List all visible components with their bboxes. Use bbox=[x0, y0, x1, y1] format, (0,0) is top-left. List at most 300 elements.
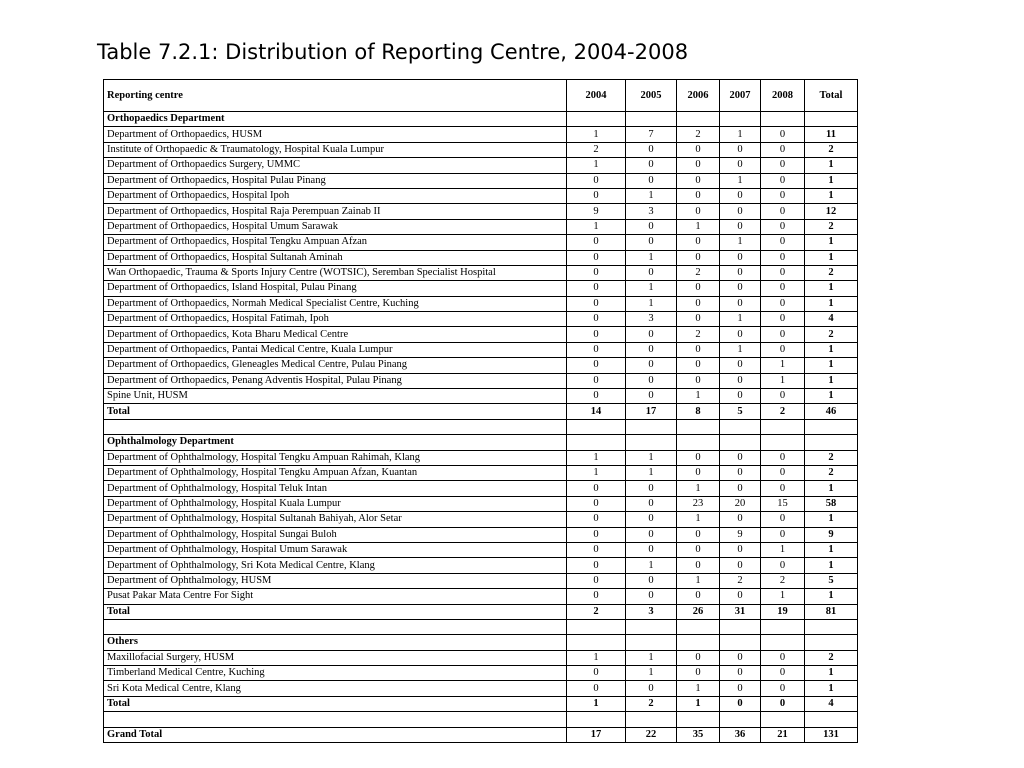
table-row bbox=[104, 450, 858, 465]
reporting-centre-name: Department of Orthopaedics, Penang Adventis Hospital, Pulau Pinang bbox=[104, 373, 567, 388]
total-label: Grand Total bbox=[104, 727, 567, 742]
value-2006: 0 bbox=[677, 358, 720, 373]
section-label: Others bbox=[104, 635, 567, 650]
value-2005: 3 bbox=[626, 312, 677, 327]
value-2007: 36 bbox=[720, 727, 761, 742]
value-2008: 0 bbox=[761, 250, 805, 265]
value-2007: 1 bbox=[720, 235, 761, 250]
value-2005: 0 bbox=[626, 542, 677, 557]
value-2007: 0 bbox=[720, 358, 761, 373]
value-2008: 0 bbox=[761, 158, 805, 173]
value-2004: 0 bbox=[567, 527, 626, 542]
section-header-row bbox=[104, 635, 858, 650]
table-row bbox=[104, 527, 858, 542]
value-2006: 1 bbox=[677, 681, 720, 696]
value-total: 1 bbox=[805, 389, 858, 404]
reporting-centre-name: Pusat Pakar Mata Centre For Sight bbox=[104, 589, 567, 604]
empty-cell bbox=[104, 619, 567, 634]
value-2005: 1 bbox=[626, 558, 677, 573]
reporting-centre-name: Department of Orthopaedics, HUSM bbox=[104, 127, 567, 142]
value-2005: 17 bbox=[626, 404, 677, 419]
value-2007: 1 bbox=[720, 127, 761, 142]
value-2008: 0 bbox=[761, 450, 805, 465]
value-2008: 0 bbox=[761, 666, 805, 681]
value-2006: 0 bbox=[677, 158, 720, 173]
value-2007: 0 bbox=[720, 142, 761, 157]
value-total: 2 bbox=[805, 450, 858, 465]
value-total: 1 bbox=[805, 158, 858, 173]
value-2005: 1 bbox=[626, 450, 677, 465]
reporting-centre-name: Maxillofacial Surgery, HUSM bbox=[104, 650, 567, 665]
reporting-centre-name: Department of Orthopaedics, Hospital Fatimah, Ipoh bbox=[104, 312, 567, 327]
value-2006: 2 bbox=[677, 265, 720, 280]
value-2007: 2 bbox=[720, 573, 761, 588]
value-2004: 0 bbox=[567, 558, 626, 573]
empty-cell bbox=[805, 112, 858, 127]
section-header-row bbox=[104, 435, 858, 450]
value-2005: 0 bbox=[626, 342, 677, 357]
value-2006: 1 bbox=[677, 512, 720, 527]
value-2006: 0 bbox=[677, 250, 720, 265]
empty-cell bbox=[720, 619, 761, 634]
value-2007: 0 bbox=[720, 465, 761, 480]
table-row bbox=[104, 173, 858, 188]
reporting-centre-name: Department of Ophthalmology, Hospital Tengku Ampuan Afzan, Kuantan bbox=[104, 465, 567, 480]
value-2008: 0 bbox=[761, 219, 805, 234]
table-row bbox=[104, 312, 858, 327]
reporting-centre-name: Department of Orthopaedics, Kota Bharu Medical Centre bbox=[104, 327, 567, 342]
empty-cell bbox=[626, 619, 677, 634]
table-row bbox=[104, 296, 858, 311]
spacer-row bbox=[104, 619, 858, 634]
value-2007: 1 bbox=[720, 312, 761, 327]
value-2005: 0 bbox=[626, 512, 677, 527]
section-header-row bbox=[104, 112, 858, 127]
value-2006: 0 bbox=[677, 450, 720, 465]
value-2005: 0 bbox=[626, 358, 677, 373]
empty-cell bbox=[720, 635, 761, 650]
value-2007: 31 bbox=[720, 604, 761, 619]
table-row bbox=[104, 681, 858, 696]
value-2004: 2 bbox=[567, 604, 626, 619]
table-row bbox=[104, 358, 858, 373]
value-total: 12 bbox=[805, 204, 858, 219]
value-2006: 1 bbox=[677, 389, 720, 404]
value-2007: 0 bbox=[720, 373, 761, 388]
value-2005: 0 bbox=[626, 527, 677, 542]
value-2005: 3 bbox=[626, 604, 677, 619]
value-total: 1 bbox=[805, 342, 858, 357]
value-2006: 1 bbox=[677, 696, 720, 711]
table-row bbox=[104, 542, 858, 557]
table-body bbox=[104, 80, 858, 743]
table-row bbox=[104, 188, 858, 203]
value-2004: 0 bbox=[567, 481, 626, 496]
empty-cell bbox=[805, 635, 858, 650]
value-2008: 0 bbox=[761, 465, 805, 480]
value-total: 4 bbox=[805, 312, 858, 327]
value-2007: 0 bbox=[720, 481, 761, 496]
value-2004: 0 bbox=[567, 389, 626, 404]
value-2007: 0 bbox=[720, 450, 761, 465]
value-2008: 1 bbox=[761, 373, 805, 388]
value-2005: 0 bbox=[626, 327, 677, 342]
value-2007: 0 bbox=[720, 204, 761, 219]
table-row bbox=[104, 496, 858, 511]
value-total: 1 bbox=[805, 481, 858, 496]
empty-cell bbox=[677, 435, 720, 450]
table-row bbox=[104, 666, 858, 681]
reporting-centre-name: Department of Ophthalmology, Hospital Kuala Lumpur bbox=[104, 496, 567, 511]
value-2007: 0 bbox=[720, 389, 761, 404]
value-2005: 0 bbox=[626, 235, 677, 250]
value-total: 1 bbox=[805, 666, 858, 681]
empty-cell bbox=[761, 635, 805, 650]
value-2006: 8 bbox=[677, 404, 720, 419]
empty-cell bbox=[677, 712, 720, 727]
value-2007: 0 bbox=[720, 558, 761, 573]
value-2008: 0 bbox=[761, 173, 805, 188]
empty-cell bbox=[567, 619, 626, 634]
value-2007: 0 bbox=[720, 589, 761, 604]
value-2005: 0 bbox=[626, 589, 677, 604]
section-label: Ophthalmology Department bbox=[104, 435, 567, 450]
table-row bbox=[104, 250, 858, 265]
value-2006: 0 bbox=[677, 589, 720, 604]
value-total: 1 bbox=[805, 281, 858, 296]
table-row bbox=[104, 281, 858, 296]
value-2004: 0 bbox=[567, 358, 626, 373]
table-row bbox=[104, 127, 858, 142]
table-row bbox=[104, 465, 858, 480]
value-2005: 1 bbox=[626, 296, 677, 311]
value-2004: 0 bbox=[567, 542, 626, 557]
reporting-centre-name: Wan Orthopaedic, Trauma & Sports Injury Centre (WOTSIC), Seremban Specialist Hospital bbox=[104, 265, 567, 280]
total-label: Total bbox=[104, 404, 567, 419]
value-2006: 1 bbox=[677, 219, 720, 234]
empty-cell bbox=[805, 419, 858, 434]
value-2005: 0 bbox=[626, 173, 677, 188]
value-2004: 17 bbox=[567, 727, 626, 742]
value-2008: 19 bbox=[761, 604, 805, 619]
table-row bbox=[104, 512, 858, 527]
value-2005: 1 bbox=[626, 188, 677, 203]
value-2006: 2 bbox=[677, 327, 720, 342]
value-total: 2 bbox=[805, 465, 858, 480]
table-row bbox=[104, 373, 858, 388]
value-2007: 0 bbox=[720, 250, 761, 265]
empty-cell bbox=[626, 712, 677, 727]
value-total: 5 bbox=[805, 573, 858, 588]
reporting-centre-name: Department of Orthopaedics, Hospital Tengku Ampuan Afzan bbox=[104, 235, 567, 250]
table-row bbox=[104, 650, 858, 665]
value-total: 9 bbox=[805, 527, 858, 542]
value-2004: 0 bbox=[567, 312, 626, 327]
value-total: 131 bbox=[805, 727, 858, 742]
empty-cell bbox=[677, 619, 720, 634]
value-2004: 14 bbox=[567, 404, 626, 419]
empty-cell bbox=[761, 112, 805, 127]
value-2004: 1 bbox=[567, 158, 626, 173]
value-2004: 0 bbox=[567, 666, 626, 681]
value-2005: 0 bbox=[626, 142, 677, 157]
reporting-centre-name: Department of Orthopaedics, Island Hospital, Pulau Pinang bbox=[104, 281, 567, 296]
value-2008: 0 bbox=[761, 558, 805, 573]
value-2006: 35 bbox=[677, 727, 720, 742]
value-total: 1 bbox=[805, 188, 858, 203]
value-2004: 0 bbox=[567, 512, 626, 527]
table-row bbox=[104, 219, 858, 234]
value-2008: 0 bbox=[761, 342, 805, 357]
value-total: 2 bbox=[805, 650, 858, 665]
reporting-centre-name: Timberland Medical Centre, Kuching bbox=[104, 666, 567, 681]
value-2007: 9 bbox=[720, 527, 761, 542]
empty-cell bbox=[720, 419, 761, 434]
reporting-centre-name: Department of Ophthalmology, Hospital Sungai Buloh bbox=[104, 527, 567, 542]
value-2007: 0 bbox=[720, 158, 761, 173]
value-2006: 0 bbox=[677, 666, 720, 681]
value-2006: 0 bbox=[677, 204, 720, 219]
value-2007: 0 bbox=[720, 219, 761, 234]
value-2006: 1 bbox=[677, 481, 720, 496]
value-2008: 0 bbox=[761, 281, 805, 296]
value-2006: 0 bbox=[677, 342, 720, 357]
value-total: 2 bbox=[805, 142, 858, 157]
value-2006: 0 bbox=[677, 235, 720, 250]
value-2008: 0 bbox=[761, 235, 805, 250]
empty-cell bbox=[720, 112, 761, 127]
value-2005: 0 bbox=[626, 681, 677, 696]
value-2006: 0 bbox=[677, 650, 720, 665]
value-2004: 0 bbox=[567, 173, 626, 188]
value-2008: 21 bbox=[761, 727, 805, 742]
spacer-row bbox=[104, 712, 858, 727]
value-2004: 1 bbox=[567, 450, 626, 465]
value-total: 1 bbox=[805, 558, 858, 573]
value-2005: 7 bbox=[626, 127, 677, 142]
value-total: 81 bbox=[805, 604, 858, 619]
table-row bbox=[104, 235, 858, 250]
value-2008: 0 bbox=[761, 527, 805, 542]
value-2008: 0 bbox=[761, 512, 805, 527]
value-2008: 0 bbox=[761, 650, 805, 665]
value-2006: 0 bbox=[677, 373, 720, 388]
reporting-centre-name: Department of Orthopaedics, Hospital Pulau Pinang bbox=[104, 173, 567, 188]
empty-cell bbox=[761, 712, 805, 727]
value-2006: 0 bbox=[677, 527, 720, 542]
value-2005: 3 bbox=[626, 204, 677, 219]
value-total: 2 bbox=[805, 265, 858, 280]
value-total: 2 bbox=[805, 219, 858, 234]
value-2005: 0 bbox=[626, 158, 677, 173]
value-2004: 1 bbox=[567, 696, 626, 711]
empty-cell bbox=[104, 712, 567, 727]
empty-cell bbox=[677, 419, 720, 434]
value-2008: 1 bbox=[761, 542, 805, 557]
empty-cell bbox=[677, 112, 720, 127]
empty-cell bbox=[567, 635, 626, 650]
value-2004: 0 bbox=[567, 327, 626, 342]
column-header-2006: 2006 bbox=[677, 80, 720, 112]
value-2008: 0 bbox=[761, 389, 805, 404]
value-2008: 0 bbox=[761, 204, 805, 219]
reporting-centre-name: Spine Unit, HUSM bbox=[104, 389, 567, 404]
empty-cell bbox=[720, 712, 761, 727]
value-2005: 1 bbox=[626, 666, 677, 681]
empty-cell bbox=[761, 435, 805, 450]
empty-cell bbox=[761, 419, 805, 434]
value-2004: 0 bbox=[567, 573, 626, 588]
value-2006: 0 bbox=[677, 558, 720, 573]
value-2006: 0 bbox=[677, 296, 720, 311]
total-row bbox=[104, 727, 858, 742]
value-2004: 0 bbox=[567, 235, 626, 250]
value-2004: 0 bbox=[567, 265, 626, 280]
value-2007: 0 bbox=[720, 666, 761, 681]
value-total: 1 bbox=[805, 681, 858, 696]
value-2007: 0 bbox=[720, 542, 761, 557]
table-row bbox=[104, 158, 858, 173]
value-total: 4 bbox=[805, 696, 858, 711]
reporting-centre-name: Department of Ophthalmology, Hospital Teluk Intan bbox=[104, 481, 567, 496]
value-2005: 1 bbox=[626, 465, 677, 480]
value-2007: 1 bbox=[720, 173, 761, 188]
table-row bbox=[104, 342, 858, 357]
value-total: 1 bbox=[805, 358, 858, 373]
value-2008: 1 bbox=[761, 589, 805, 604]
value-2008: 0 bbox=[761, 696, 805, 711]
value-total: 1 bbox=[805, 373, 858, 388]
empty-cell bbox=[626, 635, 677, 650]
value-2006: 1 bbox=[677, 573, 720, 588]
empty-cell bbox=[567, 712, 626, 727]
value-2004: 0 bbox=[567, 188, 626, 203]
value-2004: 9 bbox=[567, 204, 626, 219]
value-2004: 1 bbox=[567, 650, 626, 665]
reporting-centre-name: Department of Orthopaedics Surgery, UMMC bbox=[104, 158, 567, 173]
table-row bbox=[104, 204, 858, 219]
empty-cell bbox=[567, 112, 626, 127]
value-2004: 2 bbox=[567, 142, 626, 157]
table-row bbox=[104, 265, 858, 280]
value-2006: 0 bbox=[677, 542, 720, 557]
reporting-centre-name: Department of Ophthalmology, Hospital Umum Sarawak bbox=[104, 542, 567, 557]
value-total: 1 bbox=[805, 250, 858, 265]
value-total: 2 bbox=[805, 327, 858, 342]
value-2008: 0 bbox=[761, 142, 805, 157]
total-row bbox=[104, 604, 858, 619]
value-2004: 0 bbox=[567, 250, 626, 265]
value-2008: 0 bbox=[761, 188, 805, 203]
value-2005: 2 bbox=[626, 696, 677, 711]
value-2007: 0 bbox=[720, 512, 761, 527]
table-row bbox=[104, 573, 858, 588]
table-row bbox=[104, 481, 858, 496]
empty-cell bbox=[626, 435, 677, 450]
value-2007: 0 bbox=[720, 265, 761, 280]
value-2004: 1 bbox=[567, 127, 626, 142]
value-2005: 1 bbox=[626, 250, 677, 265]
value-2007: 0 bbox=[720, 696, 761, 711]
value-total: 1 bbox=[805, 296, 858, 311]
spacer-row bbox=[104, 419, 858, 434]
value-2005: 0 bbox=[626, 265, 677, 280]
empty-cell bbox=[567, 419, 626, 434]
value-2008: 0 bbox=[761, 681, 805, 696]
value-2006: 0 bbox=[677, 173, 720, 188]
value-2008: 1 bbox=[761, 358, 805, 373]
value-2007: 0 bbox=[720, 188, 761, 203]
value-2004: 0 bbox=[567, 589, 626, 604]
value-total: 58 bbox=[805, 496, 858, 511]
value-2004: 0 bbox=[567, 496, 626, 511]
value-2004: 1 bbox=[567, 465, 626, 480]
reporting-centre-table bbox=[103, 79, 858, 743]
value-2005: 0 bbox=[626, 481, 677, 496]
total-label: Total bbox=[104, 696, 567, 711]
value-2005: 0 bbox=[626, 389, 677, 404]
empty-cell bbox=[626, 112, 677, 127]
value-2006: 0 bbox=[677, 188, 720, 203]
reporting-centre-name: Department of Orthopaedics, Hospital Sultanah Aminah bbox=[104, 250, 567, 265]
value-2008: 0 bbox=[761, 127, 805, 142]
column-header-2005: 2005 bbox=[626, 80, 677, 112]
value-2008: 0 bbox=[761, 312, 805, 327]
column-header-2008: 2008 bbox=[761, 80, 805, 112]
value-2007: 0 bbox=[720, 281, 761, 296]
value-2006: 26 bbox=[677, 604, 720, 619]
value-2007: 0 bbox=[720, 681, 761, 696]
column-header-2004: 2004 bbox=[567, 80, 626, 112]
table-row bbox=[104, 589, 858, 604]
empty-cell bbox=[805, 712, 858, 727]
value-2008: 0 bbox=[761, 296, 805, 311]
value-total: 1 bbox=[805, 512, 858, 527]
value-total: 1 bbox=[805, 173, 858, 188]
empty-cell bbox=[104, 419, 567, 434]
value-total: 11 bbox=[805, 127, 858, 142]
value-total: 1 bbox=[805, 235, 858, 250]
reporting-centre-name: Department of Orthopaedics, Gleneagles Medical Centre, Pulau Pinang bbox=[104, 358, 567, 373]
value-2007: 1 bbox=[720, 342, 761, 357]
reporting-centre-name: Department of Orthopaedics, Hospital Umum Sarawak bbox=[104, 219, 567, 234]
reporting-centre-name: Department of Orthopaedics, Normah Medical Specialist Centre, Kuching bbox=[104, 296, 567, 311]
table-row bbox=[104, 142, 858, 157]
value-2008: 0 bbox=[761, 265, 805, 280]
empty-cell bbox=[567, 435, 626, 450]
total-row bbox=[104, 404, 858, 419]
reporting-centre-name: Sri Kota Medical Centre, Klang bbox=[104, 681, 567, 696]
section-label: Orthopaedics Department bbox=[104, 112, 567, 127]
page-title: Table 7.2.1: Distribution of Reporting Centre, 2004-2008 bbox=[97, 40, 689, 64]
value-2006: 0 bbox=[677, 281, 720, 296]
value-2007: 5 bbox=[720, 404, 761, 419]
empty-cell bbox=[720, 435, 761, 450]
value-2008: 2 bbox=[761, 404, 805, 419]
column-header-reporting-centre: Reporting centre bbox=[104, 80, 567, 112]
value-2007: 20 bbox=[720, 496, 761, 511]
table-row bbox=[104, 389, 858, 404]
value-2004: 0 bbox=[567, 281, 626, 296]
reporting-centre-name: Institute of Orthopaedic & Traumatology, Hospital Kuala Lumpur bbox=[104, 142, 567, 157]
total-row bbox=[104, 696, 858, 711]
value-2008: 0 bbox=[761, 481, 805, 496]
value-2005: 1 bbox=[626, 650, 677, 665]
value-2004: 0 bbox=[567, 342, 626, 357]
reporting-centre-name: Department of Orthopaedics, Pantai Medical Centre, Kuala Lumpur bbox=[104, 342, 567, 357]
total-label: Total bbox=[104, 604, 567, 619]
value-2008: 2 bbox=[761, 573, 805, 588]
